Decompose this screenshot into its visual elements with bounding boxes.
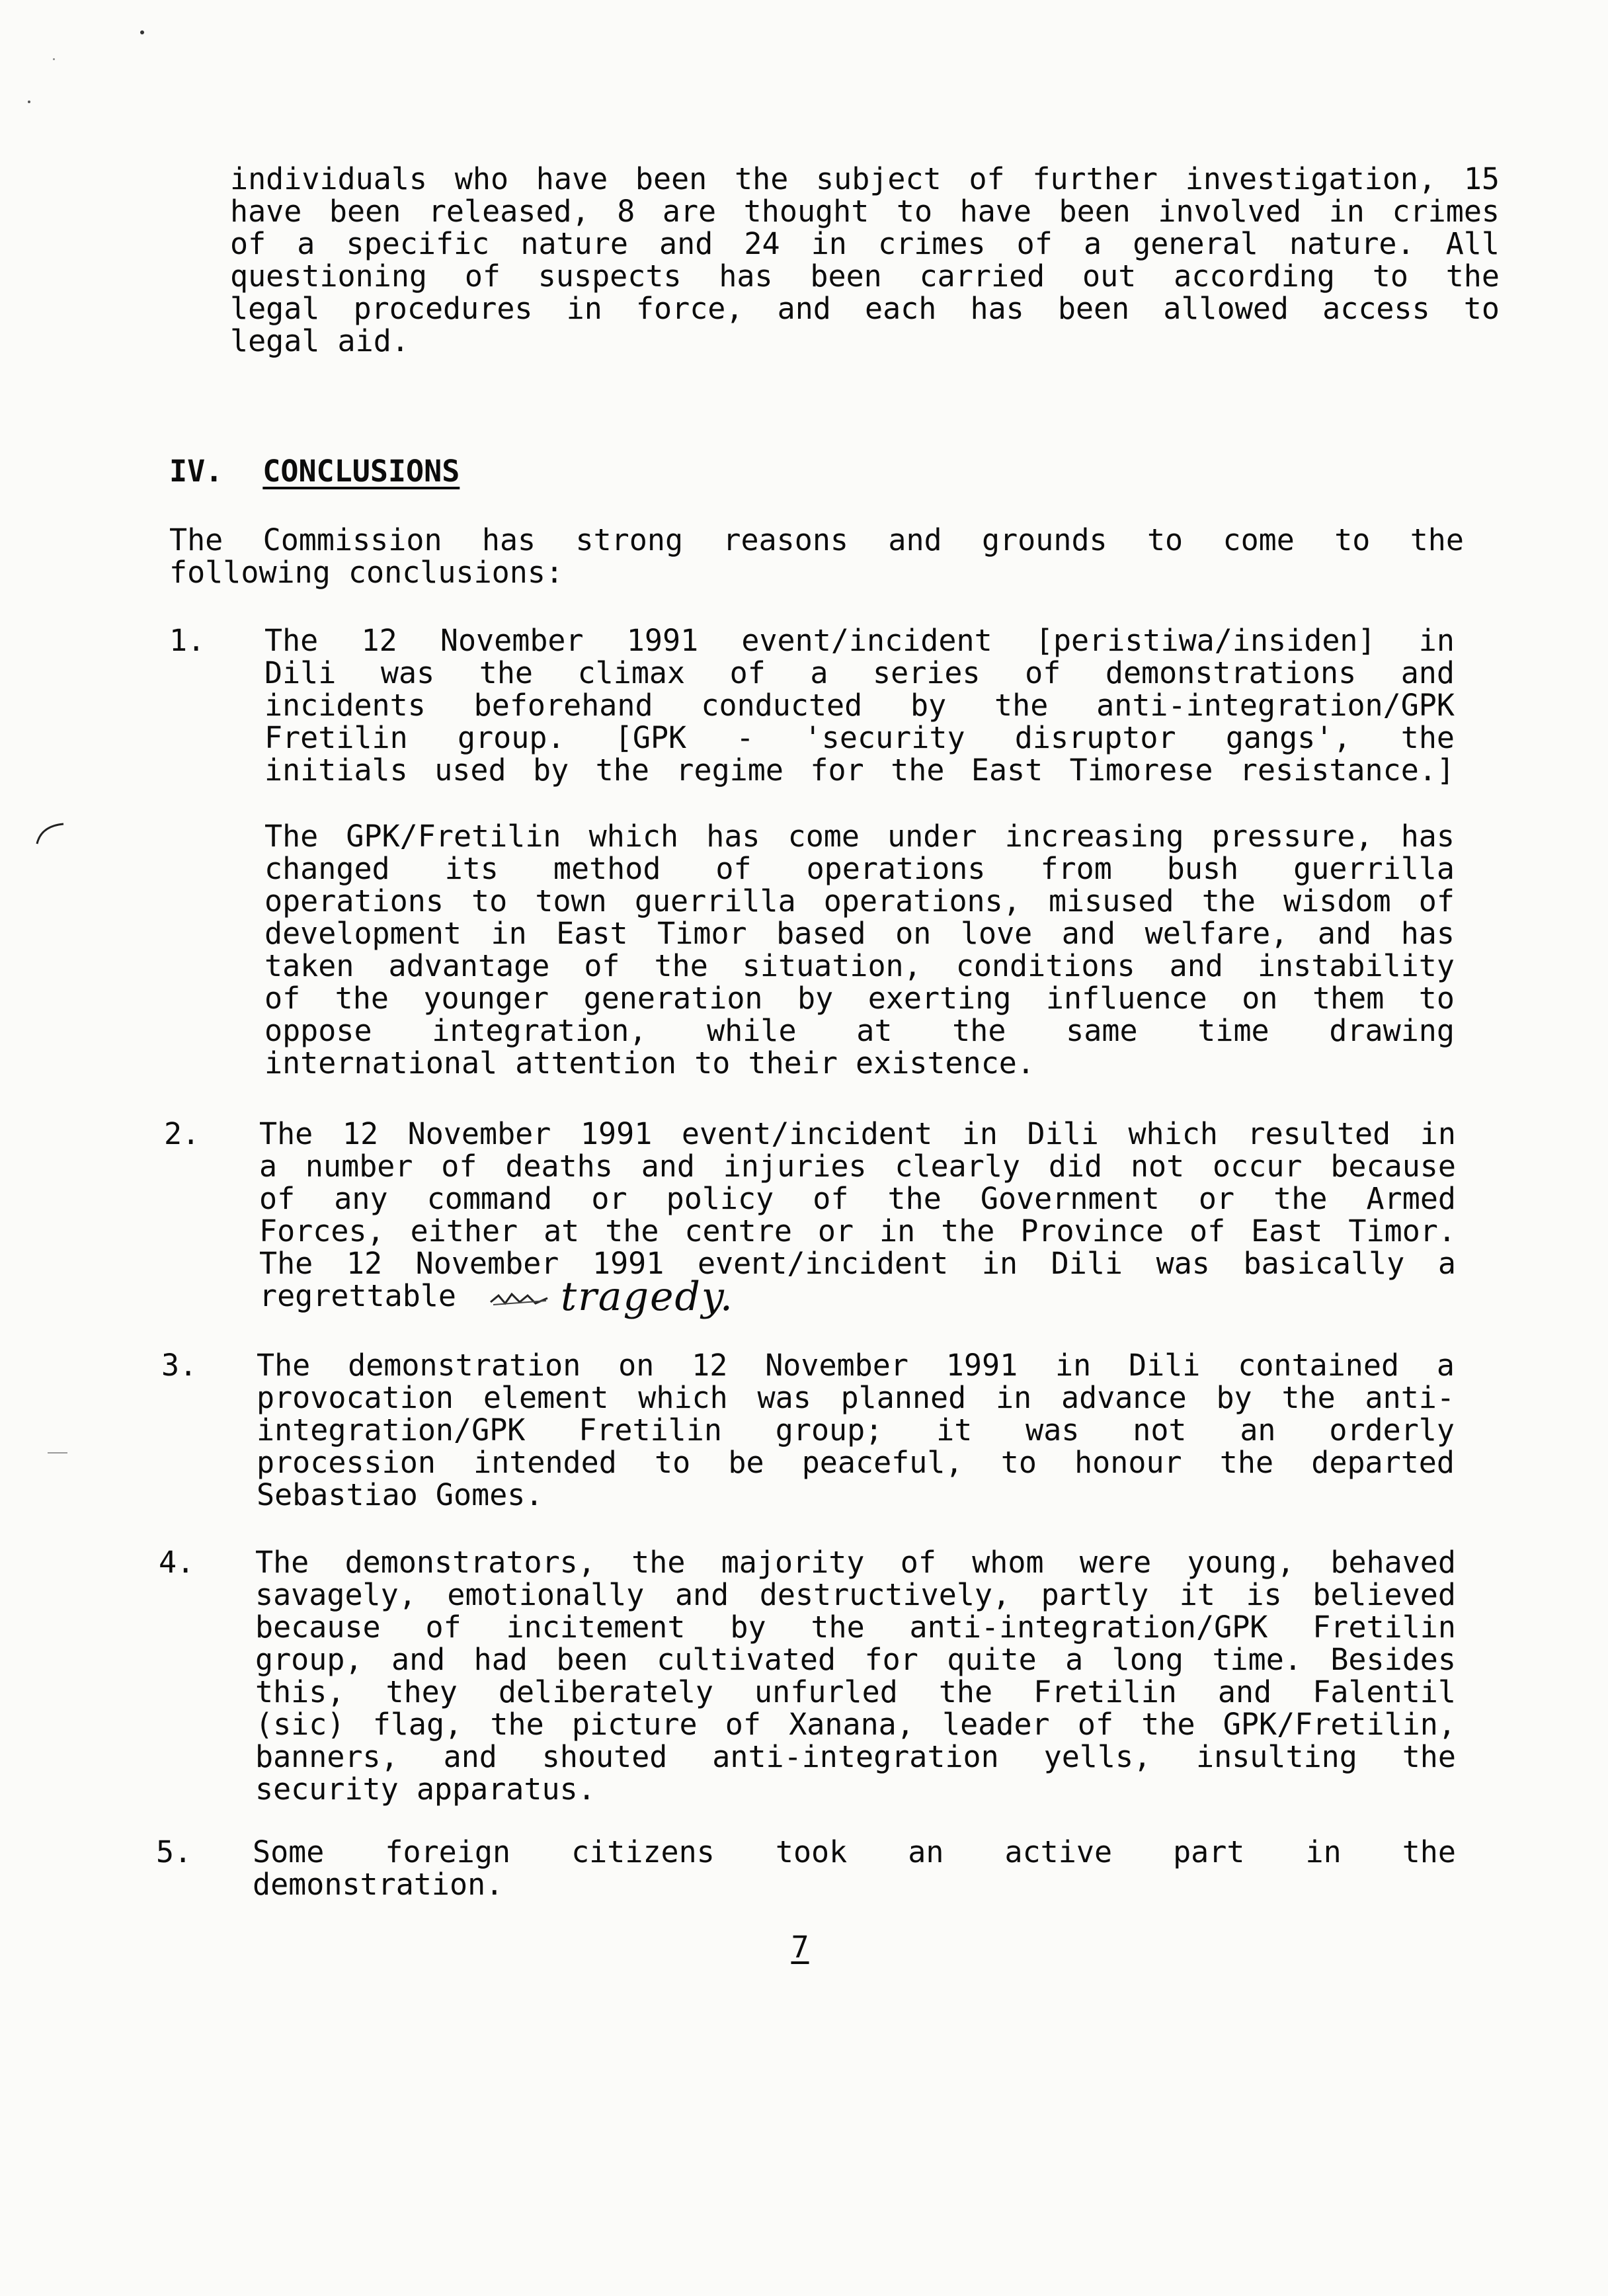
text-line: operations to town guerrilla operations, misused the wisdom of (264, 883, 1455, 919)
text-line: demonstration. (253, 1867, 504, 1902)
text-line: taken advantage of the situation, conditions and instability (264, 948, 1455, 983)
text-line (259, 1274, 1456, 1320)
margin-pencil-mark (34, 820, 74, 846)
text-line: because of incitement by the anti-integration/GPK Fretilin (255, 1610, 1456, 1645)
handwritten-correction: tragedy. (561, 1274, 734, 1320)
text-line: The 12 November 1991 event/incident in Dili was basically a (259, 1246, 1456, 1281)
text-line: integration/GPK Fretilin group; it was not an orderly (257, 1413, 1455, 1448)
lead-paragraph (169, 524, 1464, 589)
text-line: changed its method of operations from bush guerrilla (264, 851, 1455, 886)
text-line: provocation element which was planned in advance by the anti- (257, 1380, 1455, 1415)
intro-paragraph (230, 163, 1500, 357)
text-line: individuals who have been the subject of further investigation, 15 (230, 161, 1500, 196)
text-line: have been released, 8 are thought to have been involved in crimes (230, 194, 1500, 229)
item-5-paragraph (253, 1836, 1456, 1901)
text-line: banners, and shouted anti-integration yells, insulting the (255, 1739, 1456, 1774)
text-line: initials used by the regime for the East Timorese resistance.] (264, 753, 1455, 788)
item-4-paragraph (255, 1546, 1456, 1805)
text-line: Sebastiao Gomes. (257, 1477, 543, 1512)
text-line: incidents beforehand conducted by the anti-integration/GPK (264, 688, 1455, 723)
text-line: The demonstration on 12 November 1991 in Dili contained a (257, 1348, 1455, 1383)
text-line: legal aid. (230, 323, 409, 358)
text-line: international attention to their existence. (264, 1046, 1035, 1081)
struck-out-word (489, 1289, 549, 1309)
item-1-paragraph-1 (264, 624, 1455, 786)
text-line: legal procedures in force, and each has been allowed access to (230, 291, 1500, 326)
text-line: group, and had been cultivated for quite a long time. Besides (255, 1642, 1456, 1677)
text-line: of a specific nature and 24 in crimes of a general nature. All (230, 226, 1500, 261)
margin-dash-mark (48, 1452, 67, 1454)
item-3-paragraph (257, 1349, 1455, 1511)
text-line: security apparatus. (255, 1772, 596, 1807)
scan-speck (53, 58, 55, 60)
scan-speck (140, 30, 144, 34)
text-line: The 12 November 1991 event/incident in Dili which resulted in (259, 1116, 1456, 1151)
text-line: questioning of suspects has been carried out according to the (230, 259, 1500, 294)
item-number: 1. (169, 623, 206, 658)
text-line: following conclusions: (169, 555, 564, 590)
text-line: Forces, either at the centre or in the Province of East Timor. (259, 1213, 1456, 1249)
text-line: oppose integration, while at the same time drawing (264, 1013, 1455, 1048)
text-line: Fretilin group. [GPK - 'security disruptor gangs', the (264, 720, 1455, 755)
section-title: CONCLUSIONS (262, 454, 460, 489)
text-line: procession intended to be peaceful, to honour the departed (257, 1445, 1455, 1480)
typed-word: regrettable (259, 1278, 457, 1313)
text-line: this, they deliberately unfurled the Fretilin and Falentil (255, 1674, 1456, 1709)
text-line: of the younger generation by exerting influence on them to (264, 981, 1455, 1016)
section-heading (169, 455, 460, 487)
item-2-paragraph (259, 1116, 1456, 1320)
text-line: (sic) flag, the picture of Xanana, leader of the GPK/Fretilin, (255, 1707, 1456, 1742)
text-line: The 12 November 1991 event/incident [peristiwa/insiden] in (264, 623, 1455, 658)
item-number: 4. (159, 1545, 195, 1580)
section-number: IV. (169, 454, 223, 489)
text-line: The GPK/Fretilin which has come under increasing pressure, has (264, 819, 1455, 854)
page-number: 7 (791, 1930, 809, 1965)
item-number: 3. (161, 1348, 198, 1383)
text-line: a number of deaths and injuries clearly did not occur because (259, 1149, 1456, 1184)
text-line: Dili was the climax of a series of demonstrations and (264, 655, 1455, 690)
scan-speck (28, 101, 30, 103)
item-number: 5. (156, 1834, 192, 1869)
text-line: The Commission has strong reasons and grounds to come to the (169, 522, 1464, 557)
text-line: The demonstrators, the majority of whom were young, behaved (255, 1545, 1456, 1580)
item-1-paragraph-2 (264, 820, 1455, 1079)
text-line: development in East Timor based on love and welfare, and has (264, 916, 1455, 951)
text-line: Some foreign citizens took an active part in the (253, 1834, 1456, 1869)
text-line: savagely, emotionally and destructively, partly it is believed (255, 1577, 1456, 1612)
item-number: 2. (164, 1116, 200, 1151)
text-line: of any command or policy of the Government or the Armed (259, 1181, 1456, 1216)
